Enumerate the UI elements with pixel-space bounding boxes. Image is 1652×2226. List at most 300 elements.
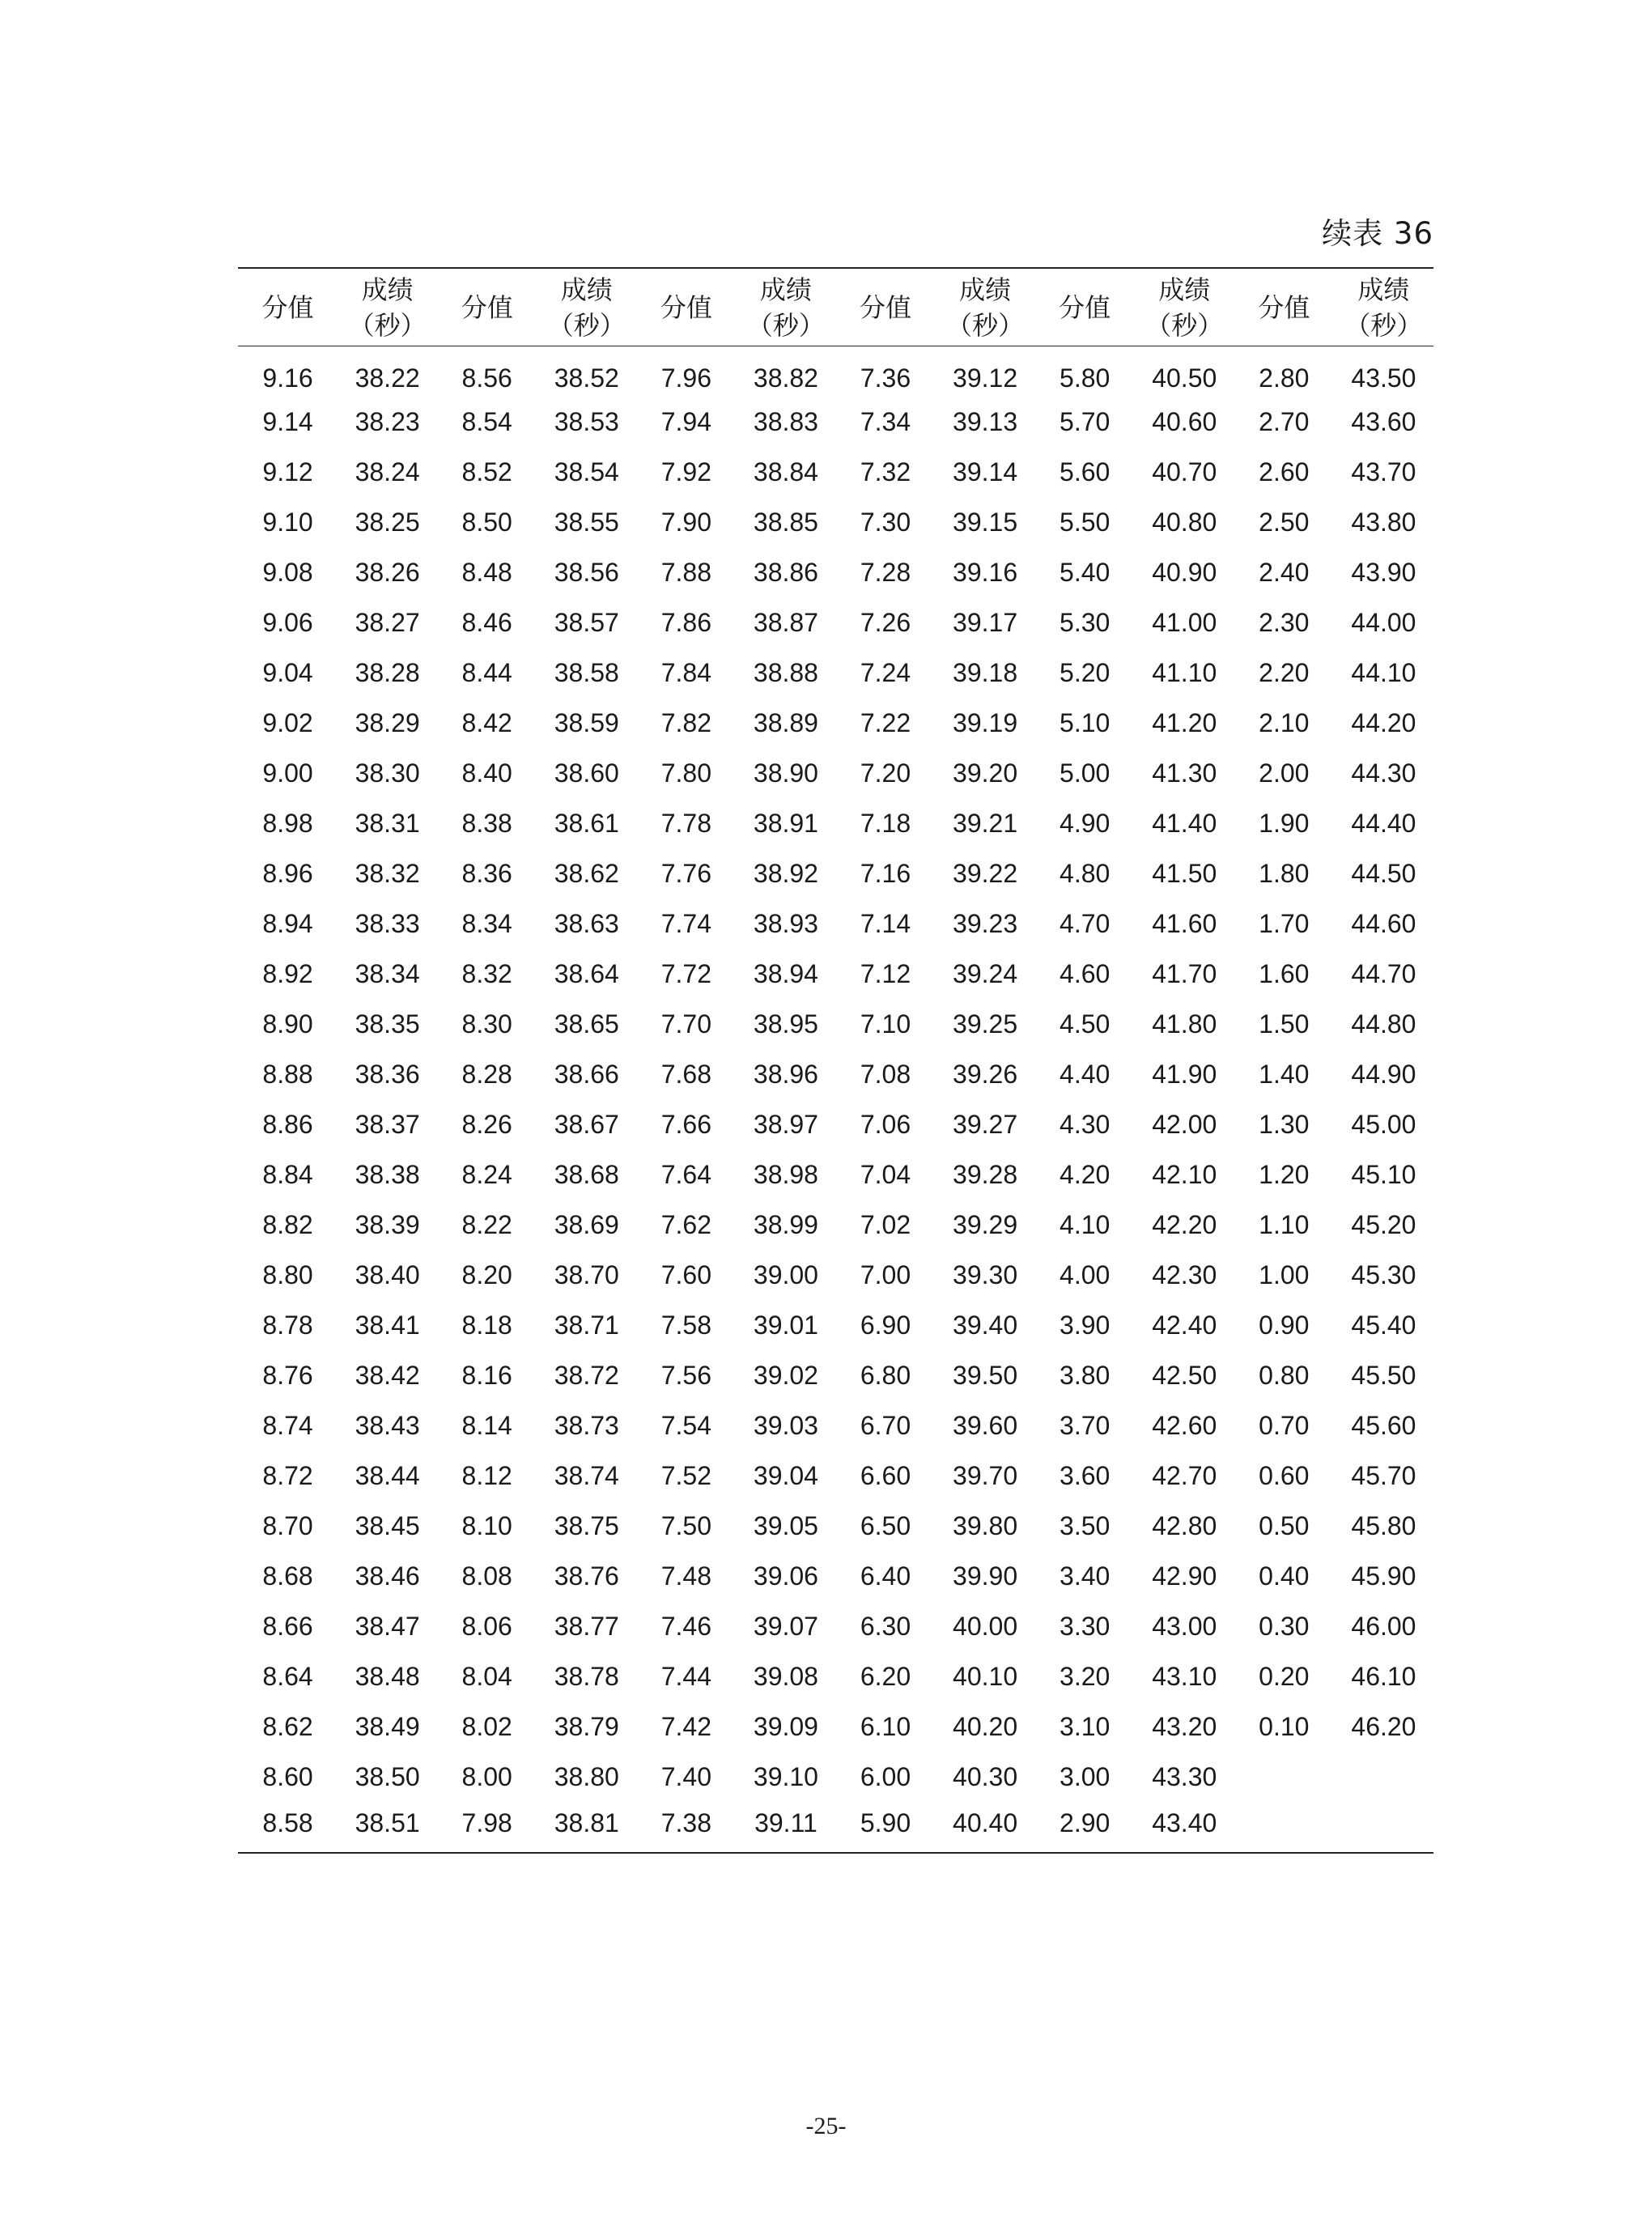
table-row — [238, 1451, 1433, 1501]
result-cell: 41.30 — [1152, 758, 1217, 788]
result-cell: 39.25 — [953, 1009, 1018, 1039]
score-cell: 5.00 — [1060, 758, 1111, 788]
result-cell: 39.04 — [753, 1460, 818, 1490]
result-cell: 39.14 — [953, 457, 1018, 486]
header-result-unit: （秒） — [547, 309, 626, 341]
result-cell: 39.15 — [953, 507, 1018, 537]
header-result — [1334, 268, 1433, 346]
page-number: -25- — [805, 2113, 847, 2139]
result-cell: 38.39 — [355, 1209, 420, 1239]
score-cell: 9.12 — [262, 457, 313, 486]
score-cell: 8.86 — [262, 1109, 313, 1139]
result-cell: 44.30 — [1351, 758, 1416, 788]
result-cell: 42.10 — [1152, 1159, 1217, 1189]
score-cell: 8.96 — [262, 858, 313, 888]
score-cell: 1.40 — [1259, 1059, 1310, 1089]
score-cell: 7.48 — [660, 1561, 711, 1591]
result-cell: 39.24 — [953, 958, 1018, 988]
result-cell: 39.00 — [753, 1260, 818, 1289]
score-cell: 4.40 — [1060, 1059, 1111, 1089]
score-cell: 2.20 — [1259, 657, 1310, 687]
score-cell: 7.94 — [660, 406, 711, 436]
score-cell: 7.80 — [660, 758, 711, 788]
table-row — [238, 1802, 1433, 1853]
result-cell: 38.90 — [753, 758, 818, 788]
table-row — [238, 447, 1433, 497]
result-cell: 38.89 — [753, 707, 818, 737]
score-cell: 1.00 — [1259, 1260, 1310, 1289]
result-cell: 45.20 — [1351, 1209, 1416, 1239]
score-cell: 2.10 — [1259, 707, 1310, 737]
score-cell: 9.00 — [262, 758, 313, 788]
score-cell: 5.90 — [860, 1808, 911, 1837]
score-cell: 5.40 — [1060, 557, 1111, 587]
table-row — [238, 1149, 1433, 1200]
score-cell: 6.30 — [860, 1611, 911, 1641]
score-cell: 6.60 — [860, 1460, 911, 1490]
score-cell: 8.50 — [461, 507, 512, 537]
result-cell: 38.26 — [355, 557, 420, 587]
table-row — [238, 1400, 1433, 1451]
score-cell: 3.60 — [1060, 1460, 1111, 1490]
result-cell: 38.64 — [554, 958, 619, 988]
result-cell: 43.30 — [1152, 1761, 1217, 1791]
score-cell: 7.74 — [660, 908, 711, 938]
score-cell: 8.66 — [262, 1611, 313, 1641]
result-cell: 38.72 — [554, 1360, 619, 1390]
score-cell: 8.82 — [262, 1209, 313, 1239]
score-cell: 6.90 — [860, 1310, 911, 1340]
result-cell: 39.27 — [953, 1109, 1018, 1139]
result-cell: 38.95 — [753, 1009, 818, 1039]
score-cell: 8.70 — [262, 1510, 313, 1540]
score-cell: 4.10 — [1060, 1209, 1111, 1239]
score-cell: 7.82 — [660, 707, 711, 737]
result-cell: 38.81 — [554, 1808, 619, 1837]
score-cell — [1234, 1752, 1334, 1802]
result-cell: 39.09 — [753, 1711, 818, 1741]
result-cell: 41.00 — [1152, 607, 1217, 637]
score-cell: 9.06 — [262, 607, 313, 637]
table-row — [238, 949, 1433, 999]
score-cell: 8.10 — [461, 1510, 512, 1540]
score-cell: 8.20 — [461, 1260, 512, 1289]
result-cell: 39.08 — [753, 1661, 818, 1691]
result-cell: 43.90 — [1351, 557, 1416, 587]
result-cell: 38.23 — [355, 406, 420, 436]
header-result — [936, 268, 1035, 346]
result-cell: 38.52 — [554, 363, 619, 393]
header-result-unit: （秒） — [348, 309, 427, 341]
score-cell: 8.44 — [461, 657, 512, 687]
result-cell: 38.67 — [554, 1109, 619, 1139]
score-cell: 8.08 — [461, 1561, 512, 1591]
score-cell: 7.96 — [660, 363, 711, 393]
score-cell: 5.30 — [1060, 607, 1111, 637]
header-result — [1135, 268, 1234, 346]
result-cell: 43.70 — [1351, 457, 1416, 486]
score-cell: 7.62 — [660, 1209, 711, 1239]
result-cell: 42.70 — [1152, 1460, 1217, 1490]
result-cell: 38.99 — [753, 1209, 818, 1239]
table-row — [238, 1551, 1433, 1601]
score-cell: 8.06 — [461, 1611, 512, 1641]
score-cell: 4.20 — [1060, 1159, 1111, 1189]
score-cell: 1.60 — [1259, 958, 1310, 988]
score-cell: 8.36 — [461, 858, 512, 888]
header-result-label: 成绩 — [759, 274, 812, 305]
score-cell: 5.80 — [1060, 363, 1111, 393]
result-cell: 39.22 — [953, 858, 1018, 888]
score-cell: 2.60 — [1259, 457, 1310, 486]
result-cell: 39.10 — [753, 1761, 818, 1791]
score-cell: 7.44 — [660, 1661, 711, 1691]
result-cell: 38.30 — [355, 758, 420, 788]
result-cell: 38.94 — [753, 958, 818, 988]
result-cell: 39.19 — [953, 707, 1018, 737]
result-cell: 38.51 — [355, 1808, 420, 1837]
result-cell: 44.50 — [1351, 858, 1416, 888]
score-cell: 2.30 — [1259, 607, 1310, 637]
score-cell: 8.00 — [461, 1761, 512, 1791]
result-cell: 38.98 — [753, 1159, 818, 1189]
score-cell: 4.70 — [1060, 908, 1111, 938]
score-cell: 9.16 — [262, 363, 313, 393]
score-cell: 7.10 — [860, 1009, 911, 1039]
table-body — [238, 346, 1433, 1854]
table-row — [238, 848, 1433, 898]
result-cell: 38.60 — [554, 758, 619, 788]
result-cell: 38.78 — [554, 1661, 619, 1691]
score-cell: 4.50 — [1060, 1009, 1111, 1039]
result-cell: 45.60 — [1351, 1410, 1416, 1440]
score-cell: 7.02 — [860, 1209, 911, 1239]
score-cell: 1.30 — [1259, 1109, 1310, 1139]
result-cell: 38.55 — [554, 507, 619, 537]
result-cell: 38.68 — [554, 1159, 619, 1189]
table-row — [238, 547, 1433, 597]
score-cell: 8.46 — [461, 607, 512, 637]
table-row — [238, 497, 1433, 547]
score-cell: 7.18 — [860, 808, 911, 838]
score-cell: 6.40 — [860, 1561, 911, 1591]
result-cell: 38.74 — [554, 1460, 619, 1490]
score-cell: 0.80 — [1259, 1360, 1310, 1390]
result-cell: 38.84 — [753, 457, 818, 486]
result-cell: 38.45 — [355, 1510, 420, 1540]
score-cell: 8.48 — [461, 557, 512, 587]
score-cell: 7.52 — [660, 1460, 711, 1490]
result-cell: 43.60 — [1351, 406, 1416, 436]
result-cell: 38.65 — [554, 1009, 619, 1039]
score-cell: 7.24 — [860, 657, 911, 687]
result-cell: 41.80 — [1152, 1009, 1217, 1039]
score-table — [238, 267, 1433, 1854]
score-cell: 8.56 — [461, 363, 512, 393]
result-cell: 38.86 — [753, 557, 818, 587]
table-row — [238, 898, 1433, 949]
result-cell: 43.40 — [1152, 1808, 1217, 1837]
result-cell: 45.00 — [1351, 1109, 1416, 1139]
result-cell: 38.83 — [753, 406, 818, 436]
score-cell: 0.10 — [1259, 1711, 1310, 1741]
result-cell: 42.30 — [1152, 1260, 1217, 1289]
score-cell: 0.70 — [1259, 1410, 1310, 1440]
score-cell: 5.70 — [1060, 406, 1111, 436]
score-cell: 3.30 — [1060, 1611, 1111, 1641]
score-cell: 8.90 — [262, 1009, 313, 1039]
result-cell: 38.42 — [355, 1360, 420, 1390]
result-cell: 39.13 — [953, 406, 1018, 436]
result-cell: 42.80 — [1152, 1510, 1217, 1540]
result-cell: 43.80 — [1351, 507, 1416, 537]
score-cell: 7.58 — [660, 1310, 711, 1340]
result-cell: 39.12 — [953, 363, 1018, 393]
score-cell: 7.90 — [660, 507, 711, 537]
result-cell: 38.50 — [355, 1761, 420, 1791]
score-cell: 7.36 — [860, 363, 911, 393]
result-cell: 44.70 — [1351, 958, 1416, 988]
result-cell: 38.32 — [355, 858, 420, 888]
result-cell: 38.25 — [355, 507, 420, 537]
score-cell: 9.08 — [262, 557, 313, 587]
score-cell: 8.60 — [262, 1761, 313, 1791]
result-cell: 38.41 — [355, 1310, 420, 1340]
score-cell: 7.38 — [660, 1808, 711, 1837]
header-score: 分值 — [1035, 268, 1135, 346]
score-cell: 7.50 — [660, 1510, 711, 1540]
score-cell: 8.24 — [461, 1159, 512, 1189]
result-cell: 45.90 — [1351, 1561, 1416, 1591]
score-cell: 4.00 — [1060, 1260, 1111, 1289]
table-row — [238, 1049, 1433, 1099]
result-cell: 45.70 — [1351, 1460, 1416, 1490]
score-cell: 7.54 — [660, 1410, 711, 1440]
result-cell: 46.20 — [1351, 1711, 1416, 1741]
header-result-label: 成绩 — [1357, 274, 1410, 305]
result-cell: 38.22 — [355, 363, 420, 393]
score-cell: 8.76 — [262, 1360, 313, 1390]
score-cell: 0.40 — [1259, 1561, 1310, 1591]
result-cell: 38.54 — [554, 457, 619, 486]
result-cell: 44.40 — [1351, 808, 1416, 838]
table-row — [238, 1701, 1433, 1752]
result-cell: 41.50 — [1152, 858, 1217, 888]
score-cell: 7.34 — [860, 406, 911, 436]
result-cell: 38.76 — [554, 1561, 619, 1591]
header-result-label: 成绩 — [361, 274, 414, 305]
score-cell: 3.10 — [1060, 1711, 1111, 1741]
result-cell: 41.70 — [1152, 958, 1217, 988]
score-cell: 8.42 — [461, 707, 512, 737]
header-score: 分值 — [636, 268, 736, 346]
score-cell: 7.42 — [660, 1711, 711, 1741]
score-cell: 2.70 — [1259, 406, 1310, 436]
result-cell: 39.01 — [753, 1310, 818, 1340]
header-score: 分值 — [1234, 268, 1334, 346]
score-cell: 7.88 — [660, 557, 711, 587]
result-cell: 44.10 — [1351, 657, 1416, 687]
score-cell: 1.10 — [1259, 1209, 1310, 1239]
score-cell: 8.92 — [262, 958, 313, 988]
result-cell: 38.77 — [554, 1611, 619, 1641]
score-cell: 8.94 — [262, 908, 313, 938]
score-cell: 7.92 — [660, 457, 711, 486]
result-cell: 46.00 — [1351, 1611, 1416, 1641]
score-cell: 8.84 — [262, 1159, 313, 1189]
table-row — [238, 1752, 1433, 1802]
score-cell: 8.18 — [461, 1310, 512, 1340]
result-cell: 39.17 — [953, 607, 1018, 637]
result-cell: 45.10 — [1351, 1159, 1416, 1189]
result-cell: 38.53 — [554, 406, 619, 436]
result-cell: 38.58 — [554, 657, 619, 687]
header-score: 分值 — [835, 268, 935, 346]
result-cell: 39.50 — [953, 1360, 1018, 1390]
score-cell: 8.64 — [262, 1661, 313, 1691]
result-cell: 38.70 — [554, 1260, 619, 1289]
score-cell: 4.80 — [1060, 858, 1111, 888]
table-row — [238, 648, 1433, 698]
score-cell: 9.04 — [262, 657, 313, 687]
result-cell: 38.24 — [355, 457, 420, 486]
result-cell: 45.50 — [1351, 1360, 1416, 1390]
score-cell: 3.40 — [1060, 1561, 1111, 1591]
score-cell: 8.52 — [461, 457, 512, 486]
score-cell: 8.72 — [262, 1460, 313, 1490]
result-cell: 40.00 — [953, 1611, 1018, 1641]
result-cell: 43.00 — [1152, 1611, 1217, 1641]
result-cell: 38.28 — [355, 657, 420, 687]
result-cell: 39.06 — [753, 1561, 818, 1591]
table-header — [238, 268, 1433, 346]
table-row — [238, 1350, 1433, 1400]
table-row — [238, 798, 1433, 848]
score-cell: 9.10 — [262, 507, 313, 537]
score-cell: 0.30 — [1259, 1611, 1310, 1641]
result-cell: 42.20 — [1152, 1209, 1217, 1239]
score-cell: 7.22 — [860, 707, 911, 737]
score-cell: 7.78 — [660, 808, 711, 838]
score-cell: 8.62 — [262, 1711, 313, 1741]
result-cell: 38.91 — [753, 808, 818, 838]
result-cell: 38.92 — [753, 858, 818, 888]
result-cell: 38.73 — [554, 1410, 619, 1440]
result-cell: 38.96 — [753, 1059, 818, 1089]
result-cell: 41.10 — [1152, 657, 1217, 687]
result-cell: 38.79 — [554, 1711, 619, 1741]
score-cell: 8.38 — [461, 808, 512, 838]
result-cell: 39.03 — [753, 1410, 818, 1440]
score-cell: 4.30 — [1060, 1109, 1111, 1139]
score-cell: 0.20 — [1259, 1661, 1310, 1691]
result-cell: 38.44 — [355, 1460, 420, 1490]
score-cell: 8.26 — [461, 1109, 512, 1139]
header-result — [736, 268, 835, 346]
result-cell: 38.66 — [554, 1059, 619, 1089]
score-cell: 7.72 — [660, 958, 711, 988]
score-cell: 2.90 — [1060, 1808, 1111, 1837]
score-cell: 7.46 — [660, 1611, 711, 1641]
table-row — [238, 1501, 1433, 1551]
result-cell: 39.60 — [953, 1410, 1018, 1440]
score-cell: 8.34 — [461, 908, 512, 938]
result-cell: 39.90 — [953, 1561, 1018, 1591]
score-cell: 8.32 — [461, 958, 512, 988]
result-cell: 44.00 — [1351, 607, 1416, 637]
score-cell: 5.60 — [1060, 457, 1111, 486]
score-cell: 7.26 — [860, 607, 911, 637]
table-row — [238, 748, 1433, 798]
result-cell: 41.60 — [1152, 908, 1217, 938]
result-cell: 39.11 — [754, 1808, 818, 1837]
result-cell: 38.88 — [753, 657, 818, 687]
result-cell: 40.30 — [953, 1761, 1018, 1791]
result-cell: 39.29 — [953, 1209, 1018, 1239]
score-cell: 7.98 — [461, 1808, 512, 1837]
score-cell: 7.56 — [660, 1360, 711, 1390]
score-cell: 7.04 — [860, 1159, 911, 1189]
score-cell: 1.50 — [1259, 1009, 1310, 1039]
result-cell: 38.48 — [355, 1661, 420, 1691]
score-cell: 7.06 — [860, 1109, 911, 1139]
result-cell: 41.20 — [1152, 707, 1217, 737]
score-cell: 8.78 — [262, 1310, 313, 1340]
score-cell: 7.32 — [860, 457, 911, 486]
score-cell: 3.90 — [1060, 1310, 1111, 1340]
result-cell: 38.43 — [355, 1410, 420, 1440]
result-cell: 43.10 — [1152, 1661, 1217, 1691]
result-cell: 40.50 — [1152, 363, 1217, 393]
score-cell: 7.60 — [660, 1260, 711, 1289]
result-cell: 38.49 — [355, 1711, 420, 1741]
score-cell: 3.80 — [1060, 1360, 1111, 1390]
score-cell: 2.40 — [1259, 557, 1310, 587]
result-cell: 40.60 — [1152, 406, 1217, 436]
result-cell: 44.90 — [1351, 1059, 1416, 1089]
result-cell: 38.27 — [355, 607, 420, 637]
result-cell: 38.82 — [753, 363, 818, 393]
header-score: 分值 — [238, 268, 338, 346]
result-cell: 43.20 — [1152, 1711, 1217, 1741]
score-cell: 8.54 — [461, 406, 512, 436]
score-cell: 9.02 — [262, 707, 313, 737]
header-result-label: 成绩 — [959, 274, 1012, 305]
score-cell: 8.80 — [262, 1260, 313, 1289]
score-cell: 8.12 — [461, 1460, 512, 1490]
score-cell: 4.60 — [1060, 958, 1111, 988]
result-cell: 40.10 — [953, 1661, 1018, 1691]
result-cell: 38.97 — [753, 1109, 818, 1139]
result-cell: 39.21 — [953, 808, 1018, 838]
score-cell: 8.14 — [461, 1410, 512, 1440]
result-cell: 39.26 — [953, 1059, 1018, 1089]
score-cell: 7.84 — [660, 657, 711, 687]
header-result-unit: （秒） — [746, 309, 825, 341]
score-cell: 8.98 — [262, 808, 313, 838]
result-cell: 42.40 — [1152, 1310, 1217, 1340]
score-cell: 7.40 — [660, 1761, 711, 1791]
result-cell: 38.85 — [753, 507, 818, 537]
score-cell: 7.86 — [660, 607, 711, 637]
score-cell: 6.80 — [860, 1360, 911, 1390]
score-cell: 6.10 — [860, 1711, 911, 1741]
result-cell: 39.20 — [953, 758, 1018, 788]
result-cell: 39.05 — [753, 1510, 818, 1540]
result-cell: 38.34 — [355, 958, 420, 988]
result-cell: 38.75 — [554, 1510, 619, 1540]
score-cell: 0.50 — [1259, 1510, 1310, 1540]
